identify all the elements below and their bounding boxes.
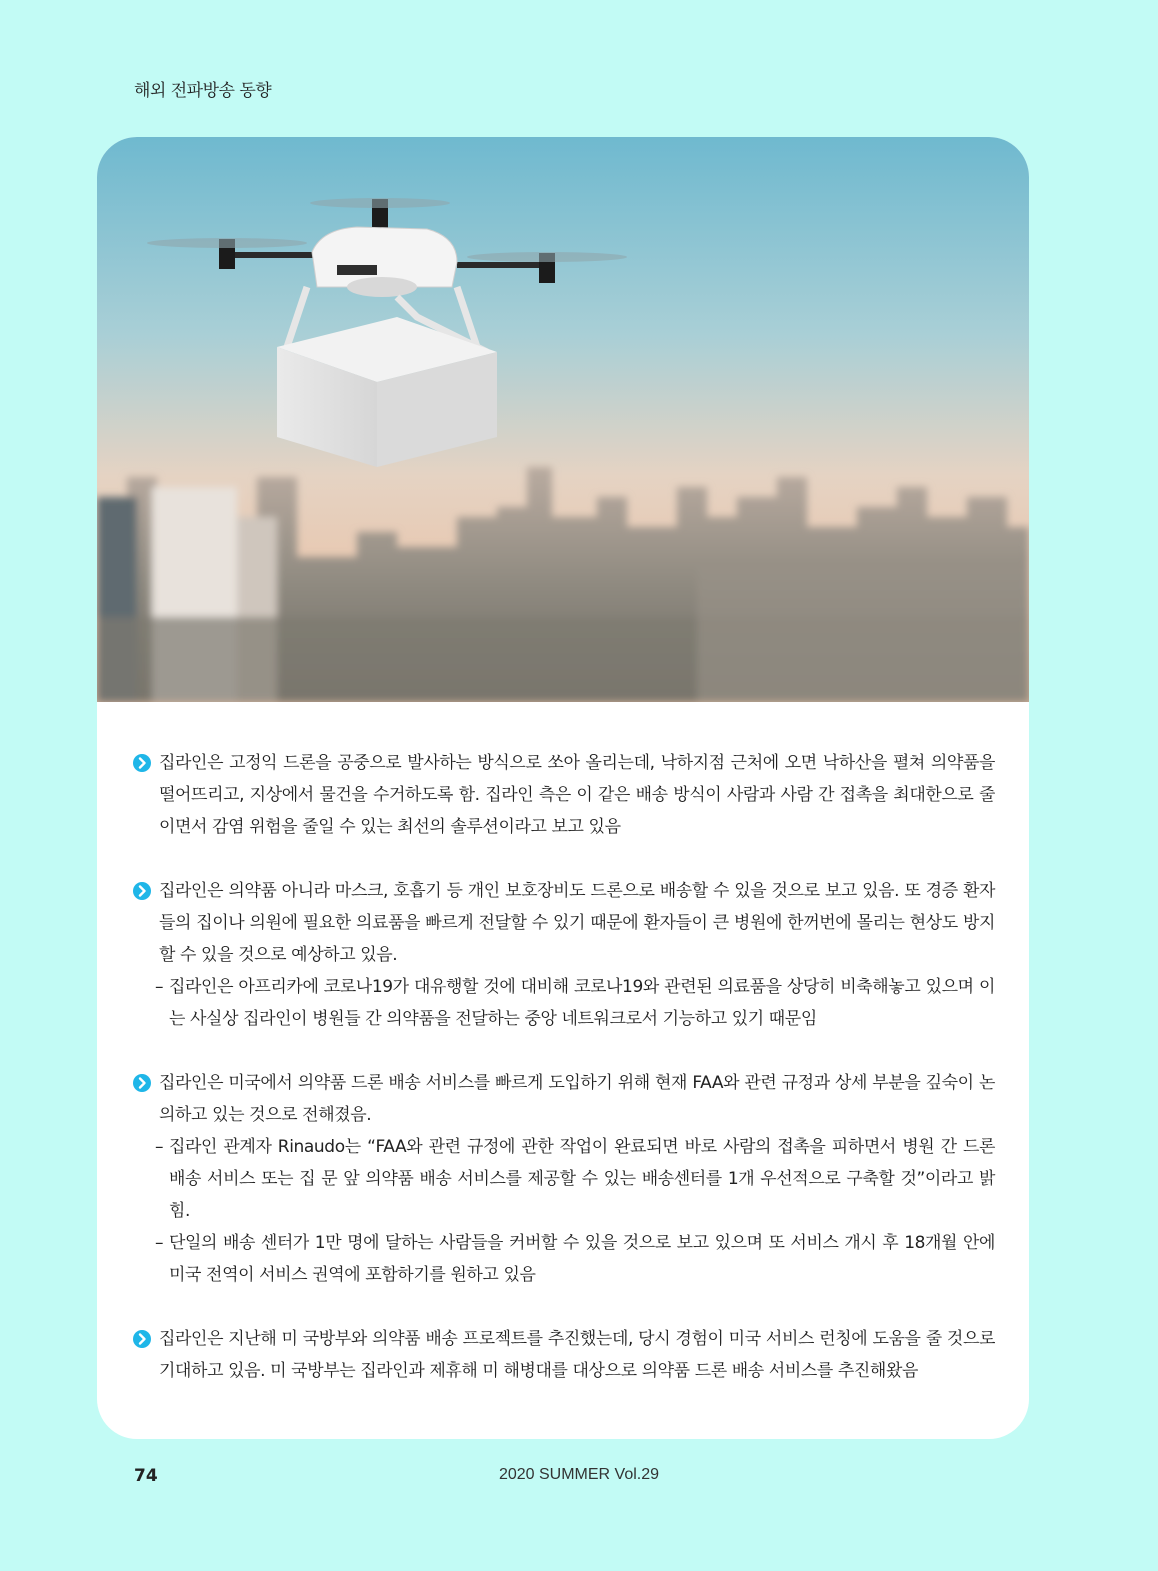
sub-item-text: 단일의 배송 센터가 1만 명에 달하는 사람들을 커버할 수 있을 것으로 보고 있으며 또 서비스 개시 후 18개월 안에 미국 전역이 서비스 권역에 포함하기를 원하고 있음	[169, 1233, 995, 1285]
chevron-right-icon	[133, 1074, 151, 1092]
dash-marker: –	[155, 1233, 164, 1253]
sub-item	[133, 1131, 995, 1227]
delivery-drone-over-city-image	[97, 137, 1029, 702]
article-body	[133, 747, 995, 1419]
issue-title: 2020 SUMMER Vol.29	[498, 1466, 660, 1483]
bullet-text: 집라인은 지난해 미 국방부와 의약품 배송 프로젝트를 추진했는데, 당시 경험이 미국 서비스 런칭에 도움을 줄 것으로 기대하고 있음. 미 국방부는 집라인과 제휴해 미 해병대를 대상으로 의약품 드론 배송 서비스를 추진해왔음	[159, 1329, 996, 1381]
bullet-text: 집라인은 미국에서 의약품 드론 배송 서비스를 빠르게 도입하기 위해 현재 FAA와 관련 규정과 상세 부분을 깊숙이 논의하고 있는 것으로 전해졌음.	[159, 1073, 995, 1125]
chevron-right-icon	[133, 882, 151, 900]
chevron-right-icon	[133, 754, 151, 772]
dash-marker: –	[155, 977, 164, 997]
dash-marker: –	[155, 1137, 164, 1157]
bullet-item	[133, 875, 995, 1035]
bullet-item	[133, 1067, 995, 1291]
section-label: 해외 전파방송 동향	[134, 81, 272, 101]
sub-item	[133, 1227, 995, 1291]
sub-item	[133, 971, 995, 1035]
sub-item-text: 집라인은 아프리카에 코로나19가 대유행할 것에 대비해 코로나19와 관련된 의료품을 상당히 비축해놓고 있으며 이는 사실상 집라인이 병원들 간 의약품을 전달하는 중앙 네트워크로서 기능하고 있기 때문임	[169, 977, 995, 1029]
sub-item-text: 집라인 관계자 Rinaudo는 “FAA와 관련 규정에 관한 작업이 완료되면 바로 사람의 접촉을 피하면서 병원 간 드론 배송 서비스 또는 집 문 앞 의약품 배송 서비스를 제공할 수 있는 배송센터를 1개 우선적으로 구축할 것”이라고 밝힘.	[169, 1137, 995, 1221]
page-number: 74	[134, 1466, 158, 1486]
bullet-text: 집라인은 고정익 드론을 공중으로 발사하는 방식으로 쏘아 올리는데, 낙하지점 근처에 오면 낙하산을 펼쳐 의약품을 떨어뜨리고, 지상에서 물건을 수거하도록 함. 집라인 측은 이 같은 배송 방식이 사람과 사람 간 접촉을 최대한으로 줄이면서 감염 위험을 줄일 수 있는 최선의 솔루션이라고 보고 있음	[159, 753, 995, 837]
content-card	[97, 137, 1029, 1439]
bullet-item	[133, 1323, 995, 1387]
bullet-item	[133, 747, 995, 843]
chevron-right-icon	[133, 1330, 151, 1348]
bullet-text: 집라인은 의약품 아니라 마스크, 호흡기 등 개인 보호장비도 드론으로 배송할 수 있을 것으로 보고 있음. 또 경증 환자들의 집이나 의원에 필요한 의료품을 빠르게 전달할 수 있기 때문에 환자들이 큰 병원에 한꺼번에 몰리는 현상도 방지할 수 있을 것으로 예상하고 있음.	[159, 881, 995, 965]
